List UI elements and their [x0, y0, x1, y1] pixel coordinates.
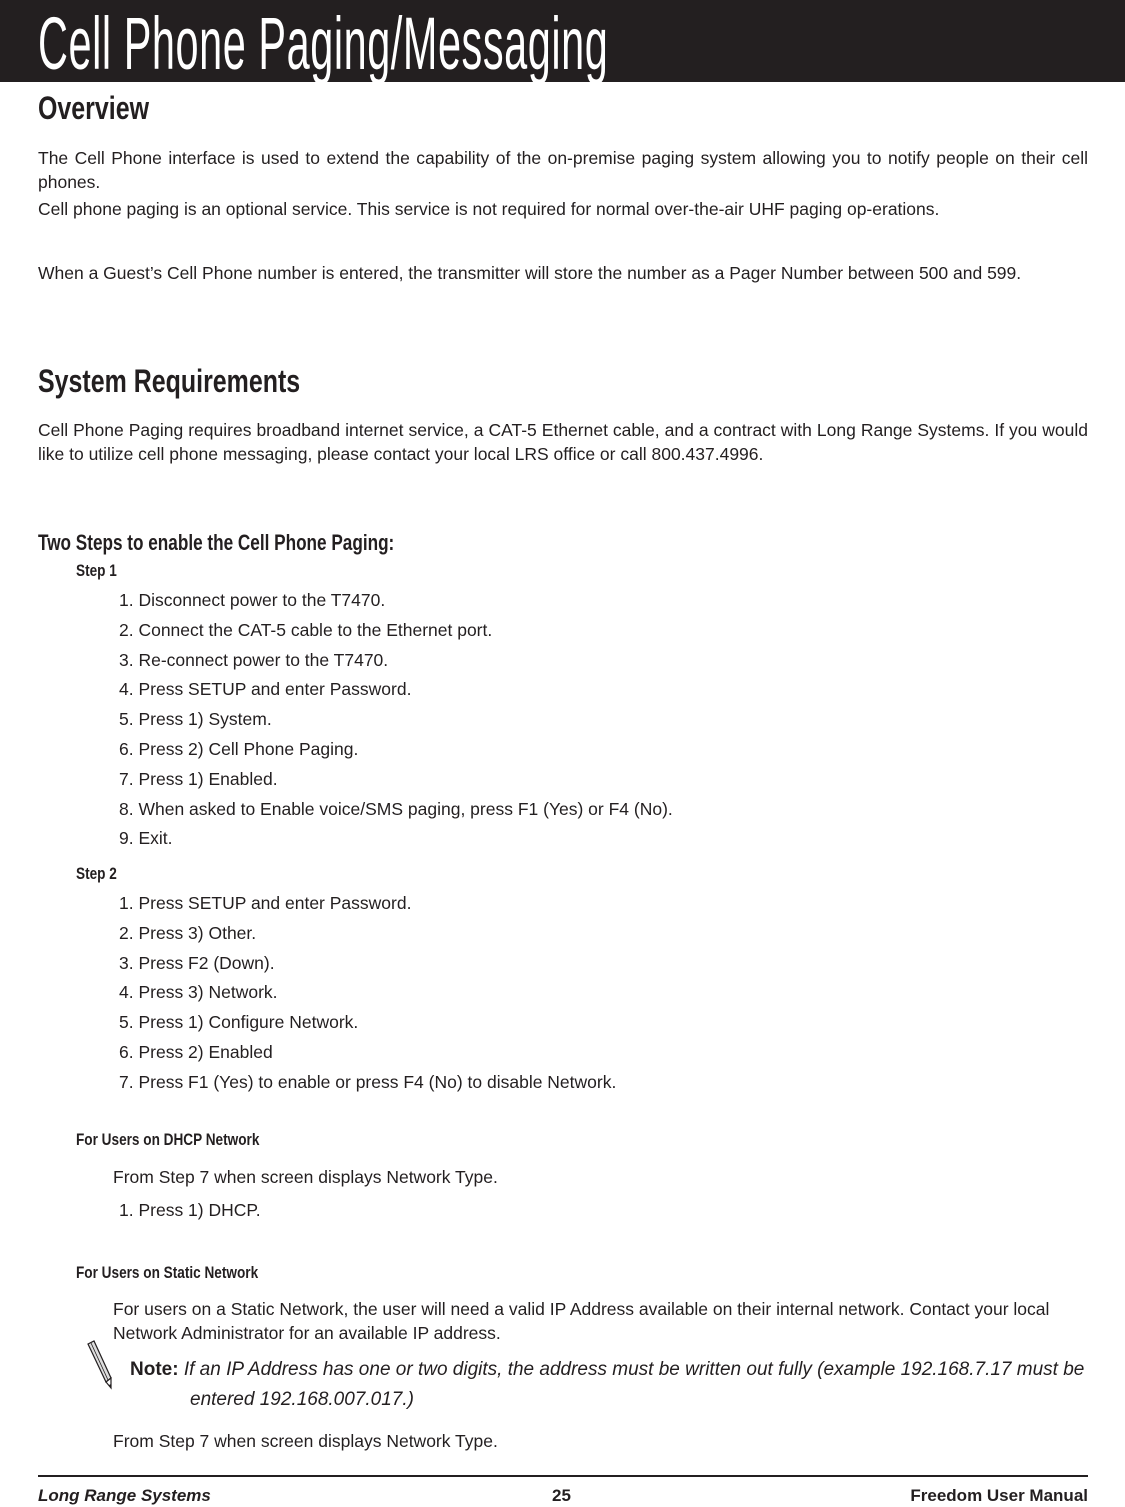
- steps-heading: Two Steps to enable the Cell Phone Paging:: [38, 530, 395, 555]
- list-item: 7. Press 1) Enabled.: [119, 768, 278, 789]
- pencil-icon: [84, 1340, 114, 1390]
- step1-label: Step 1: [76, 561, 117, 580]
- requirements-paragraph: Cell Phone Paging requires broadband internet service, a CAT-5 Ethernet cable, and a contract with Long Range Systems. If you would like to utilize cell phone messaging, please contact your local LRS office or call 800.437.4996.: [38, 420, 1088, 464]
- footer-manual-title: Freedom User Manual: [910, 1486, 1088, 1505]
- header-bar: [0, 0, 1125, 85]
- step1-list: [119, 586, 673, 854]
- list-item: 9. Exit.: [119, 828, 173, 849]
- list-item: 1. Disconnect power to the T7470.: [119, 590, 386, 610]
- overview-paragraph-1: The Cell Phone interface is used to extend the capability of the on-premise paging system allowing you to notify people on their cell phones.: [38, 148, 1088, 192]
- note-label: Note:: [130, 1359, 179, 1380]
- static-paragraph: For users on a Static Network, the user will need a valid IP Address available on their internal network. Contact your local Network Administrator for an available IP address.: [113, 1299, 1050, 1343]
- overview-paragraph-3: When a Guest’s Cell Phone number is entered, the transmitter will store the number as a Pager Number between 500 and 599.: [38, 263, 1022, 283]
- list-item: 2. Press 3) Other.: [119, 922, 257, 943]
- overview-heading: Overview: [38, 90, 150, 126]
- list-item: 6. Press 2) Cell Phone Paging.: [119, 738, 359, 759]
- requirements-heading: System Requirements: [38, 363, 301, 399]
- list-item: 4. Press 3) Network.: [119, 982, 278, 1003]
- static-label: For Users on Static Network: [76, 1263, 259, 1282]
- list-item: 6. Press 2) Enabled: [119, 1041, 273, 1062]
- overview-paragraph-2: Cell phone paging is an optional service. This service is not required for normal over-the-air UHF paging op-erations.: [38, 199, 940, 219]
- footer-rule: [38, 1475, 1088, 1477]
- list-item: 5. Press 1) Configure Network.: [119, 1012, 359, 1033]
- list-item: 5. Press 1) System.: [119, 709, 272, 730]
- list-item: 7. Press F1 (Yes) to enable or press F4 (No) to disable Network.: [119, 1071, 617, 1092]
- list-item: 8. When asked to Enable voice/SMS paging, press F1 (Yes) or F4 (No).: [119, 798, 673, 819]
- list-item: 4. Press SETUP and enter Password.: [119, 679, 412, 700]
- step2-list: [119, 889, 616, 1098]
- note-text: If an IP Address has one or two digits, the address must be written out fully (example 192.168.7.17 must be entered 192.168.007.017.): [183, 1359, 1085, 1410]
- list-item: 3. Press F2 (Down).: [119, 952, 275, 973]
- list-item: 3. Re-connect power to the T7470.: [119, 649, 389, 670]
- static-outro: From Step 7 when screen displays Network Type.: [113, 1431, 498, 1451]
- list-item: 2. Connect the CAT-5 cable to the Ethernet port.: [119, 619, 493, 640]
- dhcp-item: 1. Press 1) DHCP.: [119, 1200, 261, 1220]
- note: [130, 1355, 1125, 1415]
- page-title: Cell Phone Paging/Messaging: [38, 2, 609, 85]
- dhcp-intro: From Step 7 when screen displays Network Type.: [113, 1167, 498, 1187]
- dhcp-label: For Users on DHCP Network: [76, 1130, 260, 1149]
- footer-company: Long Range Systems: [38, 1486, 211, 1505]
- page-number: 25: [552, 1486, 571, 1505]
- list-item: 1. Press SETUP and enter Password.: [119, 893, 412, 913]
- step2-label: Step 2: [76, 864, 117, 883]
